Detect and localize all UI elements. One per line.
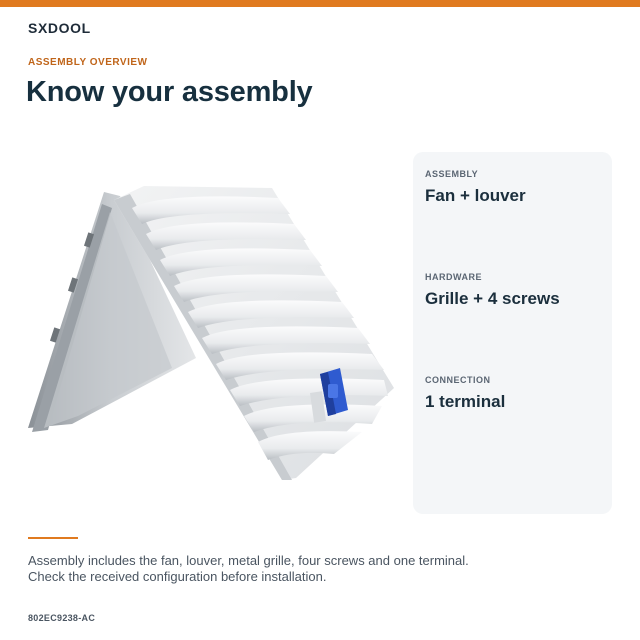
spec-value: 1 terminal — [425, 392, 506, 411]
product-code: 802EC9238-AC — [28, 613, 96, 623]
spec-connection — [425, 375, 605, 412]
page-title: Know your assembly — [26, 76, 313, 108]
description-line: Assembly includes the fan, louver, metal grille, four screws and one terminal. — [28, 553, 469, 568]
section-eyebrow: ASSEMBLY OVERVIEW — [28, 57, 148, 68]
brand-logo: SXDOOL — [28, 20, 91, 36]
spec-value: Fan + louver — [425, 186, 526, 205]
accent-divider — [28, 537, 78, 539]
top-accent-bar — [0, 0, 640, 7]
spec-assembly — [425, 169, 605, 206]
spec-hardware — [425, 272, 605, 309]
spec-value: Grille + 4 screws — [425, 289, 560, 308]
spec-label: HARDWARE — [425, 272, 482, 282]
spec-label: CONNECTION — [425, 375, 491, 385]
description — [28, 553, 618, 585]
spec-card — [413, 152, 612, 514]
product-image — [22, 178, 402, 488]
louver-assembly-illustration — [22, 178, 402, 488]
spec-label: ASSEMBLY — [425, 169, 479, 179]
description-line: Check the received configuration before installation. — [28, 569, 327, 584]
